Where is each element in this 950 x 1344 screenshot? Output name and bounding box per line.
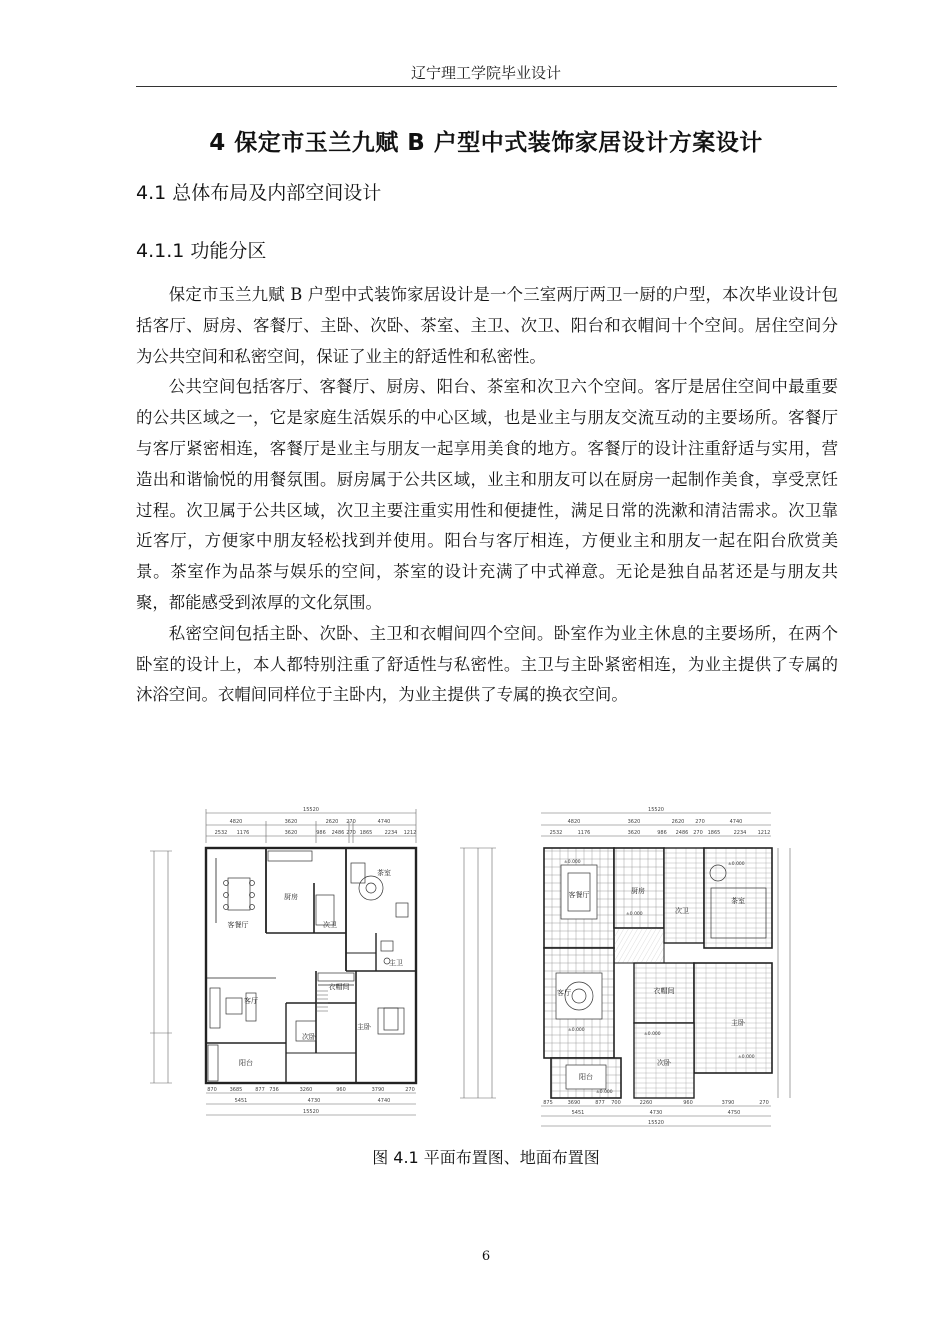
page-number: 6	[481, 1249, 491, 1264]
level-mark-2: ±0.000	[626, 912, 643, 917]
walls	[206, 848, 416, 1083]
furniture	[208, 851, 408, 1081]
dim2-top-3: 2620	[671, 819, 685, 825]
dim-top-3: 2620	[325, 819, 339, 825]
dim-total-bottom: 15520	[303, 1109, 319, 1115]
dim2-top2-2: 1176	[577, 830, 591, 836]
dim-top-2: 3620	[284, 819, 298, 825]
label-dining: 客餐厅	[227, 921, 249, 929]
left-dimension-lines	[150, 851, 172, 1083]
level-mark-5: ±0.000	[644, 1032, 661, 1037]
paragraph-3: 私密空间包括主卧、次卧、主卫和衣帽间四个空间。卧室作为业主休息的主要场所，在两个卧室的设计上，本人都特别注重了舒适性与私密性。主卫与主卧紧密相连，为业主提供了专属的沐浴空间。衣帽间同样位于主卧内，为业主提供了专属的换衣空间。	[136, 623, 838, 705]
dim2-top2-3: 3620	[627, 830, 641, 836]
dim-total-top: 15520	[303, 807, 319, 813]
dim-bot-6: 960	[336, 1087, 346, 1093]
dim-bot-7: 3790	[371, 1087, 385, 1093]
dim-top2-4: 986	[316, 830, 326, 836]
level-mark-6: ±0.000	[738, 1055, 755, 1060]
dim2-bot-5: 2260	[639, 1100, 653, 1106]
dim-bot-5: 3260	[299, 1087, 313, 1093]
dim2-top2-9: 1212	[757, 830, 771, 836]
dim-bot2-3: 4740	[377, 1098, 391, 1104]
level-mark-4: ±0.000	[568, 1028, 585, 1033]
dim-bot-1: 870	[207, 1087, 217, 1093]
dim2-top2-7: 1865	[707, 830, 721, 836]
dim-top2-1: 2532	[214, 830, 228, 836]
left-dimension-lines-2	[460, 848, 496, 1098]
dim2-bot-6: 960	[683, 1100, 693, 1106]
chapter-title: 4 保定市玉兰九赋 B 户型中式装饰家居设计方案设计	[209, 130, 763, 156]
dim2-bot-8: 270	[759, 1100, 769, 1106]
dim2-bot2-1: 5451	[571, 1110, 585, 1116]
dim2-top-4: 270	[695, 819, 705, 825]
dim2-bot-4: 700	[611, 1100, 621, 1106]
label2-second: 次卧	[657, 1059, 671, 1067]
section-title: 4.1 总体布局及内部空间设计	[136, 182, 382, 204]
dim-top2-6: 270	[346, 830, 356, 836]
floor-plan-flooring	[456, 803, 796, 1133]
level-mark-1: ±0.000	[564, 860, 581, 865]
body-text	[136, 280, 838, 711]
dim-bot-4: 736	[269, 1087, 279, 1093]
label2-balcony: 阳台	[579, 1073, 593, 1081]
running-header: 辽宁理工学院毕业设计	[410, 64, 561, 82]
dim2-bot-2: 3690	[567, 1100, 581, 1106]
level-mark-3: ±0.000	[728, 862, 745, 867]
label-bath1: 主卫	[389, 959, 403, 967]
dim2-top-5: 4740	[729, 819, 743, 825]
dim-bot2-2: 4730	[307, 1098, 321, 1104]
stairs	[316, 991, 328, 1011]
label-closet: 衣帽间	[328, 983, 350, 991]
dim-top2-8: 2234	[384, 830, 398, 836]
label2-tea: 茶室	[731, 897, 745, 905]
dim2-top-2: 3620	[627, 819, 641, 825]
dim-bot-3: 877	[255, 1087, 265, 1093]
label2-closet: 衣帽间	[653, 987, 675, 995]
dim-top2-2: 1176	[236, 830, 250, 836]
dim-total-top-2: 15520	[648, 807, 664, 813]
figure-caption: 图 4.1 平面布置图、地面布置图	[372, 1148, 600, 1167]
dim2-bot2-3: 4750	[727, 1110, 741, 1116]
dim2-bot-3: 877	[595, 1100, 605, 1106]
dim2-bot2-2: 4730	[649, 1110, 663, 1116]
dim-top-1: 4820	[229, 819, 243, 825]
top-dimension-lines	[206, 809, 416, 843]
label-balcony: 阳台	[239, 1059, 253, 1067]
label-kitchen: 厨房	[284, 893, 298, 901]
label-bath2: 次卫	[323, 921, 337, 929]
level-mark-7: ±0.000	[596, 1090, 613, 1095]
dim2-top2-4: 986	[657, 830, 667, 836]
dim2-top2-6: 270	[693, 830, 703, 836]
dim2-bot-7: 3790	[721, 1100, 735, 1106]
dim2-total-bottom: 15520	[648, 1120, 664, 1126]
paragraph-2: 公共空间包括客厅、客餐厅、厨房、阳台、茶室和次卫六个空间。客厅是居住空间中最重要的公共区域之一，它是家庭生活娱乐的中心区域，也是业主与朋友交流互动的主要场所。客餐厅与客厅紧密相连，客餐厅是业主与朋友一起享用美食的地方。客餐厅的设计注重舒适与实用，营造出和谐愉悦的用餐氛围。厨房属于公共区域，业主和朋友可以在厨房一起制作美食，享受烹饪过程。次卫属于公共区域，次卫主要注重实用性和便捷性，满足日常的洗漱和清洁需求。次卫靠近客厅，方便家中朋友轻松找到并使用。阳台与客厅相连，方便业主和朋友一起在阳台欣赏美景。茶室作为品茶与娱乐的空间，茶室的设计充满了中式禅意。无论是独自品茗还是与朋友共聚，都能感受到浓厚的文化氛围。	[136, 377, 838, 612]
dim-bot2-1: 5451	[234, 1098, 248, 1104]
dim-bot-8: 270	[405, 1087, 415, 1093]
dim-top2-7: 1865	[359, 830, 373, 836]
label-tea: 茶室	[377, 869, 391, 877]
dim-bot-2: 3685	[229, 1087, 243, 1093]
header-rule	[136, 86, 837, 87]
label2-master: 主卧	[731, 1019, 745, 1027]
label2-living: 客厅	[557, 989, 571, 997]
label-second: 次卧	[302, 1033, 316, 1041]
dim-top2-3: 3620	[284, 830, 298, 836]
dim2-bot-1: 875	[543, 1100, 553, 1106]
subsection-title: 4.1.1 功能分区	[136, 240, 267, 262]
dim-top2-5: 2486	[331, 830, 345, 836]
label-master: 主卧	[357, 1023, 371, 1031]
dim2-top-1: 4820	[567, 819, 581, 825]
dim2-top2-1: 2532	[549, 830, 563, 836]
dim-top2-9: 1212	[403, 830, 417, 836]
dim-top-4: 270	[346, 819, 356, 825]
label2-bath2: 次卫	[675, 907, 689, 915]
dim-top-5: 4740	[377, 819, 391, 825]
floor-plan-furniture	[146, 803, 426, 1123]
label2-kitchen: 厨房	[631, 887, 645, 895]
dim2-top2-5: 2486	[675, 830, 689, 836]
label-living: 客厅	[244, 997, 258, 1005]
right-dimension-lines-2	[778, 848, 790, 1098]
dim2-top2-8: 2234	[733, 830, 747, 836]
paragraph-1: 保定市玉兰九赋 B 户型中式装饰家居设计是一个三室两厅两卫一厨的户型，本次毕业设计包括客厅、厨房、客餐厅、主卧、次卧、茶室、主卫、次卫、阳台和衣帽间十个空间。居住空间分为公共空间和私密空间，保证了业主的舒适性和私密性。	[136, 285, 838, 366]
label2-dining: 客餐厅	[568, 891, 590, 899]
